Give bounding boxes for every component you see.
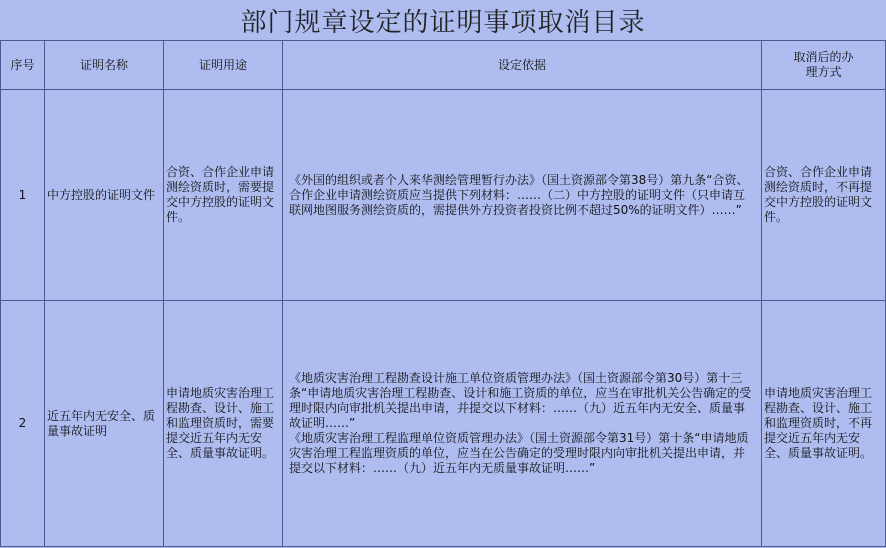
basis-paragraph: 《地质灾害治理工程监理单位资质管理办法》（国土资源部令第31号）第十条“申请地质灾害治理工程监理资质的单位，应当在公告确定的受理时限内向审批机关提出申请，并提交以下材料：……（九）近五年内无质量事故证明……”: [289, 431, 749, 475]
cell-after[interactable]: 合资、合作企业申请测绘资质时，不再提交中方控股的证明文件。: [762, 90, 886, 301]
cell-purpose[interactable]: 申请地质灾害治理工程勘查、设计、施工和监理资质时，需要提交近五年内无安全、质量事故证明。: [164, 301, 283, 547]
header-after-text: 取消后的办理方式: [793, 50, 854, 79]
table-row: [1, 90, 886, 301]
table-header-row: [1, 41, 886, 90]
cell-name[interactable]: 中方控股的证明文件: [45, 90, 164, 301]
cancellation-table: [0, 40, 886, 547]
cell-basis[interactable]: [283, 301, 762, 547]
cell-no[interactable]: 2: [1, 301, 45, 547]
cell-after[interactable]: 申请地质灾害治理工程勘查、设计、施工和监理资质时，不再提交近五年内无安全、质量事故证明。: [762, 301, 886, 547]
basis-paragraph: 《地质灾害治理工程勘查设计施工单位资质管理办法》（国土资源部令第30号）第十三条“申请地质灾害治理工程勘查、设计和施工资质的单位，应当在审批机关公告确定的受理时限内向审批机关提出申请，并提交以下材料：……（九）近五年内无安全、质量事故证明……”: [289, 371, 752, 430]
table-row: [1, 301, 886, 547]
header-after[interactable]: [762, 41, 886, 90]
header-name[interactable]: 证明名称: [45, 41, 164, 90]
cell-basis[interactable]: [283, 90, 762, 301]
page-title: 部门规章设定的证明事项取消目录: [0, 0, 886, 41]
header-no[interactable]: 序号: [1, 41, 45, 90]
header-basis[interactable]: 设定依据: [283, 41, 762, 90]
basis-paragraph: 《外国的组织或者个人来华测绘管理暂行办法》（国土资源部令第38号）第九条“合资、合作企业申请测绘资质应当提供下列材料：……（二）中方控股的证明文件（只申请互联网地图服务测绘资质的，需提供外方投资者投资比例不超过50%的证明文件）……”: [289, 172, 749, 217]
cell-no[interactable]: 1: [1, 90, 45, 301]
cell-purpose[interactable]: 合资、合作企业申请测绘资质时，需要提交中方控股的证明文件。: [164, 90, 283, 301]
cell-name[interactable]: 近五年内无安全、质量事故证明: [45, 301, 164, 547]
header-purpose[interactable]: 证明用途: [164, 41, 283, 90]
